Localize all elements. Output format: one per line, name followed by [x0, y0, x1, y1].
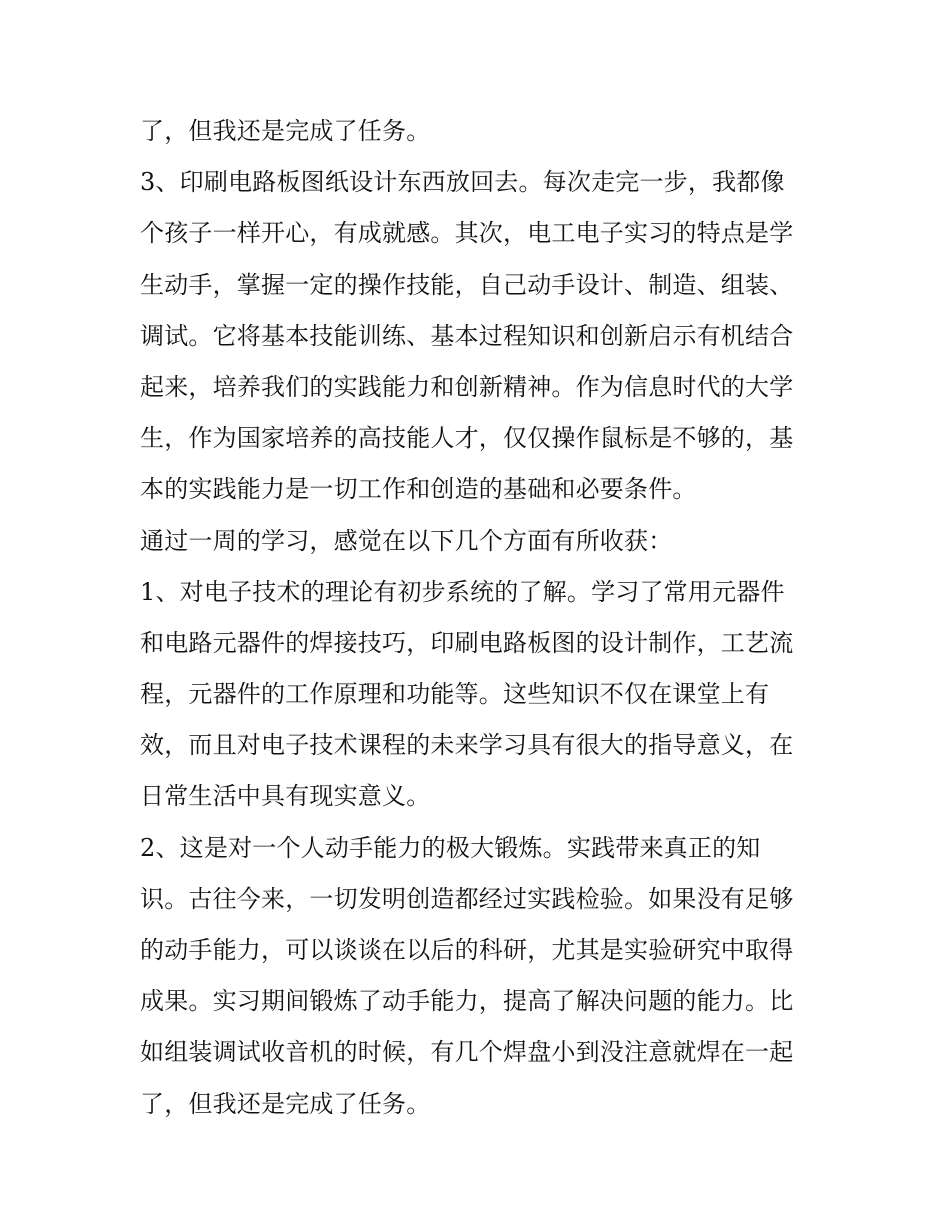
text-line: 生，作为国家培养的高技能人才，仅仅操作鼠标是不够的，基: [140, 424, 794, 453]
text-line: 起来，培养我们的实践能力和创新精神。作为信息时代的大学: [140, 372, 794, 401]
text-line: 1、对电子技术的理论有初步系统的了解。学习了常用元器件: [140, 577, 785, 606]
text-line: 识。古往今来，一切发明创造都经过实践检验。如果没有足够: [140, 884, 794, 913]
text-line: 了，但我还是完成了任务。: [140, 117, 431, 145]
text-line: 日常生活中具有现实意义。: [140, 782, 431, 811]
body-text: [140, 106, 820, 1130]
text-line: 调试。它将基本技能训练、基本过程知识和创新启示有机结合: [140, 321, 794, 350]
text-line: 生动手，掌握一定的操作技能，自己动手设计、制造、组装、: [140, 270, 794, 299]
text-line: 通过一周的学习，感觉在以下几个方面有所收获：: [140, 526, 673, 555]
text-line: 效，而且对电子技术课程的未来学习具有很大的指导意义，在: [140, 731, 794, 760]
text-line: 程，元器件的工作原理和功能等。这些知识不仅在课堂上有: [140, 680, 770, 709]
text-line: 和电路元器件的焊接技巧，印刷电路板图的设计制作，工艺流: [140, 628, 794, 657]
text-line: 了，但我还是完成了任务。: [140, 1089, 431, 1118]
text-line: 3、印刷电路板图纸设计东西放回去。每次走完一步，我都像: [140, 168, 785, 197]
text-line: 个孩子一样开心，有成就感。其次，电工电子实习的特点是学: [140, 219, 794, 248]
text-line: 2、这是对一个人动手能力的极大锻炼。实践带来真正的知: [140, 833, 761, 862]
text-line: 成果。实习期间锻炼了动手能力，提高了解决问题的能力。比: [140, 987, 794, 1016]
text-line: 如组装调试收音机的时候，有几个焊盘小到没注意就焊在一起: [140, 1038, 794, 1067]
text-line: 本的实践能力是一切工作和创造的基础和必要条件。: [140, 475, 697, 504]
text-line: 的动手能力，可以谈谈在以后的科研，尤其是实验研究中取得: [140, 936, 794, 964]
